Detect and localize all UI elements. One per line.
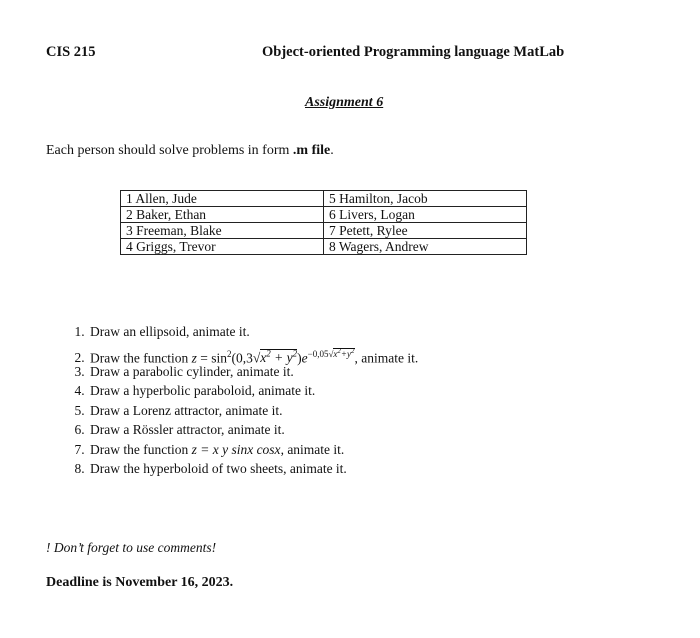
task-formula: z (191, 350, 197, 365)
reminder-note: ! Don’t forget to use comments! (46, 540, 217, 555)
task-text: Draw the function (90, 350, 192, 365)
roster-cell: 5 Hamilton, Jacob (324, 191, 527, 207)
sqrt-symbol: √ (252, 350, 261, 365)
task-item: 3. Draw a parabolic cylinder, animate it. (88, 362, 608, 382)
task-item (88, 440, 608, 460)
task-text: Draw the function (90, 441, 192, 457)
intro-file-type: .m file (292, 143, 331, 158)
roster-cell: 2 Baker, Ethan (121, 207, 324, 223)
task-item: 8. Draw the hyperboloid of two sheets, animate it. (88, 459, 608, 479)
task-formula: z = x y sinx cosx (191, 441, 281, 457)
course-code: CIS 215 (46, 44, 96, 60)
table-row (121, 223, 527, 239)
task-list (66, 322, 608, 479)
deadline-text: Deadline is November 16, 2023. (46, 575, 234, 590)
roster-cell: 7 Petett, Rylee (324, 223, 527, 239)
task-item: 1. Draw an ellipsoid, animate it. (88, 322, 608, 342)
course-subject: Object-oriented Programming language MatLab (262, 44, 565, 60)
roster-cell: 8 Wagers, Andrew (324, 239, 527, 255)
intro-suffix: . (330, 143, 334, 158)
task-text: , animate it. (280, 441, 345, 457)
student-roster-table (120, 190, 527, 255)
intro-prefix: Each person should solve problems in form (46, 143, 293, 158)
task-item: 5. Draw a Lorenz attractor, animate it. (88, 401, 608, 421)
task-item: 6. Draw a Rössler attractor, animate it. (88, 420, 608, 440)
intro-text (46, 143, 334, 159)
task-item: 4. Draw a hyperbolic paraboloid, animate it. (88, 381, 608, 401)
table-row (121, 207, 527, 223)
assignment-title: Assignment 6 (305, 95, 384, 110)
sqrt-radicand: $x^2 + y^2$ (260, 348, 298, 365)
table-row (121, 239, 527, 255)
roster-cell: 6 Livers, Logan (324, 207, 527, 223)
task-text: , animate it. (354, 350, 419, 365)
roster-cell: 1 Allen, Jude (121, 191, 324, 207)
roster-cell: 3 Freeman, Blake (121, 223, 324, 239)
roster-cell: 4 Griggs, Trevor (121, 239, 324, 255)
table-row (121, 191, 527, 207)
task-item: 2. Draw the function $z = \sin^2(0,3√x^2 + y^2)e^{-0,05√x^2+y^2}$, animate it. (88, 342, 608, 362)
